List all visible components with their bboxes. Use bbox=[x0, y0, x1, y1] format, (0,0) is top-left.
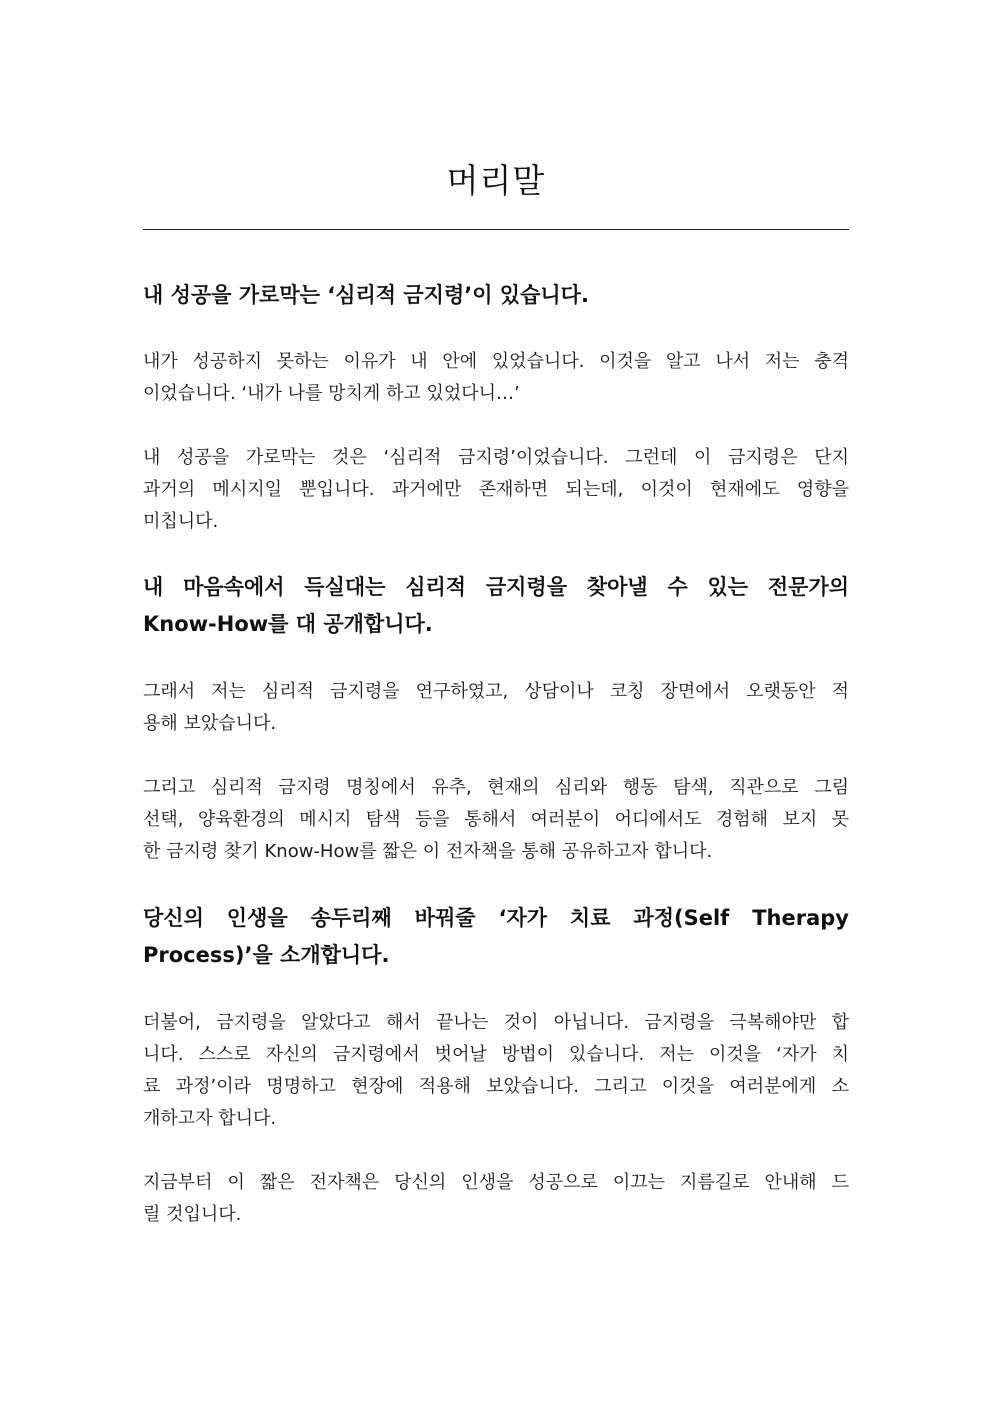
paragraph-line: 이었습니다. ‘내가 나를 망치게 하고 있었다니…’ bbox=[143, 383, 520, 404]
page-title: 머리말 bbox=[446, 161, 546, 200]
section-2-paragraph-1 bbox=[143, 676, 849, 740]
paragraph-line: 선택, 양육환경의 메시지 탐색 등을 통해서 여러분이 어디에서도 경험해 보지 못 bbox=[143, 809, 849, 830]
section-1-paragraph-2 bbox=[143, 442, 849, 538]
paragraph-line: 더불어, 금지령을 알았다고 해서 끝나는 것이 아닙니다. 금지령을 극복해야만 합 bbox=[143, 1012, 849, 1033]
paragraph-line: 릴 것입니다. bbox=[143, 1204, 242, 1225]
heading-line: Know-How를 대 공개합니다. bbox=[143, 612, 433, 636]
paragraph-line: 과거의 메시지일 뿐입니다. 과거에만 존재하면 되는데, 이것이 현재에도 영향을 bbox=[143, 479, 849, 500]
paragraph-line: 미칩니다. bbox=[143, 511, 219, 532]
section-3-paragraph-1 bbox=[143, 1007, 849, 1135]
section-1-heading bbox=[143, 277, 849, 314]
heading-line: 내 성공을 가로막는 ‘심리적 금지령’이 있습니다. bbox=[143, 283, 589, 307]
section-1-paragraph-1 bbox=[143, 346, 849, 410]
section-3-heading bbox=[143, 900, 849, 974]
paragraph-line: 내 성공을 가로막는 것은 ‘심리적 금지령’이었습니다. 그런데 이 금지령은 단지 bbox=[143, 447, 849, 468]
paragraph-line: 내가 성공하지 못하는 이유가 내 안에 있었습니다. 이것을 알고 나서 저는 충격 bbox=[143, 351, 849, 372]
section-3-paragraph-2 bbox=[143, 1167, 849, 1231]
paragraph-line: 용해 보았습니다. bbox=[143, 713, 277, 734]
paragraph-line: 지금부터 이 짧은 전자책은 당신의 인생을 성공으로 이끄는 지름길로 안내해 드 bbox=[143, 1172, 849, 1193]
paragraph-line: 그래서 저는 심리적 금지령을 연구하였고, 상담이나 코칭 장면에서 오랫동안 적 bbox=[143, 681, 849, 702]
heading-line: Process)’을 소개합니다. bbox=[143, 943, 390, 967]
section-2-heading bbox=[143, 569, 849, 643]
section-2-paragraph-2 bbox=[143, 772, 849, 868]
title-divider bbox=[143, 229, 849, 230]
paragraph-line: 개하고자 합니다. bbox=[143, 1108, 277, 1129]
paragraph-line: 니다. 스스로 자신의 금지령에서 벗어날 방법이 있습니다. 저는 이것을 ‘자가 치 bbox=[143, 1044, 849, 1065]
paragraph-line: 료 과정’이라 명명하고 현장에 적용해 보았습니다. 그리고 이것을 여러분에게 소 bbox=[143, 1076, 849, 1097]
paragraph-line: 한 금지령 찾기 Know-How를 짧은 이 전자책을 통해 공유하고자 합니다. bbox=[143, 841, 713, 862]
heading-line: 내 마음속에서 득실대는 심리적 금지령을 찾아낼 수 있는 전문가의 bbox=[143, 575, 849, 599]
heading-line: 당신의 인생을 송두리째 바꿔줄 ‘자가 치료 과정(Self Therapy bbox=[143, 906, 849, 930]
paragraph-line: 그리고 심리적 금지령 명칭에서 유추, 현재의 심리와 행동 탐색, 직관으로 그림 bbox=[143, 777, 849, 798]
